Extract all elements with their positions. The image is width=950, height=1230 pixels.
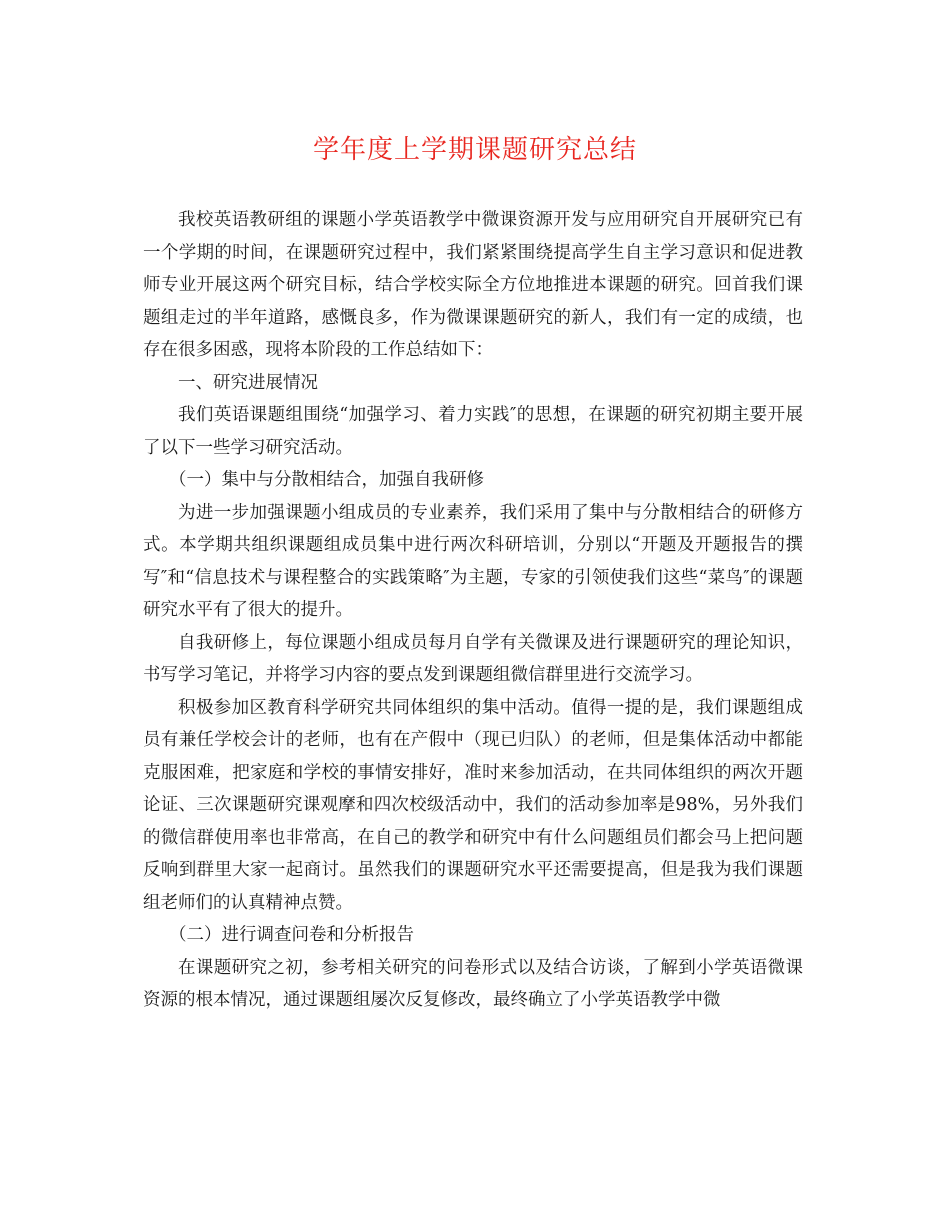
subsection-heading-2: （二）进行调查问卷和分析报告 — [169, 925, 414, 945]
paragraph-training: 为进一步加强课题小组成员的专业素养，我们采用了集中与分散相结合的研修方式。本学期共组织课题组成员集中进行两次科研培训，分别以“开题及开题报告的撰写″和“信息技术与课程整合的实践策略″为主题，专家的引领使我们这些“菜鸟″的课题研究水平有了很大的提升。 — [143, 502, 803, 620]
section-heading-progress: 一、研究进展情况 — [178, 372, 318, 393]
document-body — [143, 204, 803, 1017]
paragraph-self-study: 自我研修上，每位课题小组成员每月自学有关微课及进行课题研究的理论知识，书写学习笔记，并将学习内容的要点发到课题组微信群里进行交流学习。 — [143, 632, 803, 685]
document-title: 学年度上学期课题研究总结 — [312, 135, 637, 165]
paragraph-intro: 我校英语教研组的课题小学英语教学中微课资源开发与应用研究自开展研究已有一个学期的时间，在课题研究过程中，我们紧紧围绕提高学生自主学习意识和促进教师专业开展这两个研究目标，结合学校实际全方位地推进本课题的研究。回首我们课题组走过的半年道路，感慨良多，作为微课课题研究的新人，我们有一定的成绩，也存在很多困惑，现将本阶段的工作总结如下： — [143, 210, 803, 360]
paragraph-survey: 在课题研究之初，参考相关研究的问卷形式以及结合访谈，了解到小学英语微课资源的根本情况，通过课题组屡次反复修改，最终确立了小学英语教学中微 — [143, 957, 803, 1010]
paragraph-activities: 积极参加区教育科学研究共同体组织的集中活动。值得一提的是，我们课题组成员有兼任学校会计的老师，也有在产假中（现已归队）的老师，但是集体活动中都能克服困难，把家庭和学校的事情安排好，准时来参加活动，在共同体组织的两次开题论证、三次课题研究课观摩和四次校级活动中，我们的活动参加率是98%，另外我们的微信群使用率也非常高，在自己的教学和研究中有什么问题组员们都会马上把问题反响到群里大家一起商讨。虽然我们的课题研究水平还需要提高，但是我为我们课题组老师们的认真精神点赞。 — [143, 697, 803, 913]
subsection-heading-1: （一）集中与分散相结合，加强自我研修 — [169, 470, 484, 490]
paragraph-overview: 我们英语课题组围绕“加强学习、着力实践″的思想，在课题的研究初期主要开展了以下一些学习研究活动。 — [143, 405, 803, 458]
